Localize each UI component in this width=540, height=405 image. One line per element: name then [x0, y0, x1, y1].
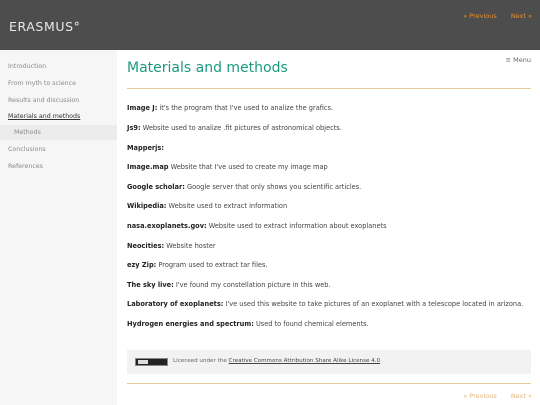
license-prefix: Licensed under the: [173, 358, 229, 364]
top-header: [0, 0, 540, 50]
item-term: Wikipedia:: [127, 202, 167, 210]
list-item: [127, 300, 523, 308]
cc-logo-icon: [138, 360, 148, 364]
item-desc: Website used to analize .fit pictures of astronomical objects.: [140, 124, 342, 132]
previous-link[interactable]: « Previous: [463, 12, 497, 20]
title-divider: [127, 88, 531, 89]
sidebar-item-references[interactable]: References: [8, 163, 43, 170]
list-item: [127, 261, 268, 269]
license-text: [173, 358, 380, 364]
list-item: [127, 202, 287, 210]
previous-link[interactable]: « Previous: [463, 392, 497, 400]
list-item: [127, 144, 164, 152]
next-link[interactable]: Next »: [510, 12, 532, 20]
sidebar-item-introduction[interactable]: Introduction: [8, 63, 47, 70]
top-pagination: [451, 12, 532, 20]
sidebar-item-from-myth-to-science[interactable]: From myth to science: [8, 80, 76, 87]
list-item: [127, 222, 387, 230]
list-item: [127, 281, 331, 289]
item-desc: I've used this website to take pictures of an exoplanet with a telescope located in arizona.: [223, 300, 524, 308]
item-term: Google scholar:: [127, 183, 185, 191]
sidebar-item-materials-and-methods[interactable]: Materials and methods: [8, 113, 81, 120]
list-item: [127, 104, 333, 112]
list-item: [127, 163, 328, 171]
item-term: Mapperjs:: [127, 144, 164, 152]
next-link[interactable]: Next »: [510, 392, 532, 400]
sidebar-item-conclusions[interactable]: Conclusions: [8, 146, 46, 153]
list-item: [127, 183, 361, 191]
sidebar-item-results-and-discussion[interactable]: Results and discussion: [8, 97, 80, 104]
cc-license-badge-icon[interactable]: [135, 358, 168, 366]
license-box: [127, 350, 531, 374]
item-desc: Used to found chemical elements.: [253, 320, 369, 328]
item-desc: Website used to extract information about exoplanets: [206, 222, 387, 230]
item-desc: Website hoster: [164, 242, 216, 250]
item-desc: it's the program that I've used to analize the grafics.: [157, 104, 334, 112]
item-desc: Website that I've used to create my image map: [168, 163, 328, 171]
footer-divider: [127, 383, 531, 384]
sidebar-nav: [0, 50, 117, 405]
item-term: Image.map: [127, 163, 169, 171]
list-item: [127, 242, 216, 250]
list-item: [127, 320, 369, 328]
item-term: ezy Zip:: [127, 261, 157, 269]
item-desc: I've found my constellation picture in this web.: [173, 281, 331, 289]
item-term: Hydrogen energies and spectrum:: [127, 320, 254, 328]
item-desc: Program used to extract tar files.: [156, 261, 268, 269]
item-term: The sky live:: [127, 281, 174, 289]
sidebar-item-methods[interactable]: Methods: [14, 129, 41, 136]
item-term: Laboratory of exoplanets:: [127, 300, 224, 308]
list-item: [127, 124, 342, 132]
item-term: Image J:: [127, 104, 158, 112]
item-desc: Website used to extract information: [166, 202, 288, 210]
item-term: nasa.exoplanets.gov:: [127, 222, 207, 230]
page-title: Materials and methods: [127, 60, 288, 76]
item-term: Neocities:: [127, 242, 165, 250]
bottom-pagination: [451, 392, 532, 400]
menu-toggle-button[interactable]: ≡ Menu: [505, 56, 531, 64]
license-link[interactable]: Creative Commons Attribution Share Alike License 4.0: [228, 358, 381, 364]
item-desc: Google server that only shows you scientific articles.: [184, 183, 362, 191]
site-brand[interactable]: ERASMUS°: [9, 19, 81, 34]
item-term: Js9:: [127, 124, 141, 132]
